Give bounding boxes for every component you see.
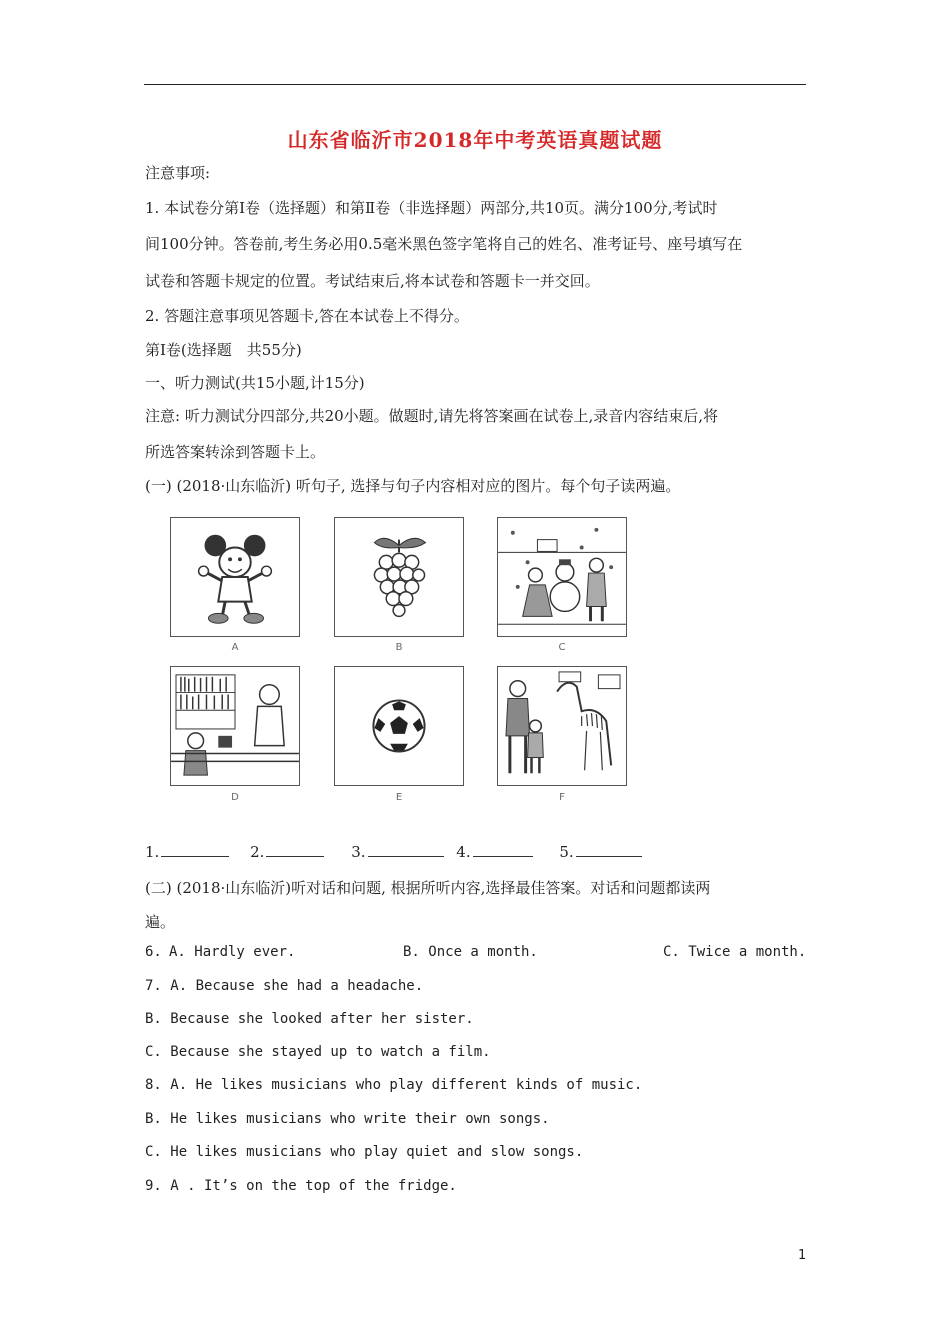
q9-option-a[interactable]: 9. A . It’s on the top of the fridge. [145,1178,457,1194]
blank-5-number: 5. [559,843,574,861]
section1-heading: 一、听力测试(共15小题,计15分) [145,374,365,392]
header-rule [144,84,806,85]
q8-option-b[interactable]: B. He likes musicians who write their own songs. [145,1111,550,1127]
blank-2[interactable] [250,842,324,861]
football-icon [335,667,463,785]
sub1-instruction: (一) (2018·山东临沂) 听句子, 选择与句子内容相对应的图片。每个句子读两遍。 [145,477,681,495]
q8-option-a[interactable]: 8. A. He likes musicians who play different kinds of music. [145,1077,643,1093]
note1-line-2: 间100分钟。答卷前,考生务必用0.5毫米黑色签字笔将自己的姓名、准考证号、座号填写在 [145,235,743,253]
q6-option-b[interactable]: B. Once a month. [403,944,538,960]
page-number: 1 [798,1248,807,1263]
picture-e [334,666,464,786]
blank-4[interactable] [456,842,532,861]
sub2-instruction-line-1: (二) (2018·山东临沂)听对话和问题, 根据所听内容,选择最佳答案。对话和问题都读两 [145,879,711,897]
q6-option-c[interactable]: C. Twice a month. [663,944,807,960]
snowman-scene-icon [498,518,626,636]
q8-option-c[interactable]: C. He likes musicians who play quiet and slow songs. [145,1144,584,1160]
picture-b [334,517,464,637]
q7-option-c[interactable]: C. Because she stayed up to watch a film. [145,1044,491,1060]
blank-5[interactable] [559,842,641,861]
blank-2-number: 2. [250,843,265,861]
sub2-instruction-line-2: 遍。 [145,913,176,931]
listening-note-line-2: 所选答案转涂到答题卡上。 [145,443,326,461]
q7-option-a[interactable]: 7. A. Because she had a headache. [145,978,424,994]
note1-line-1: 1. 本试卷分第Ⅰ卷（选择题）和第Ⅱ卷（非选择题）两部分,共10页。满分100分,考试时 [145,199,718,217]
blank-1-number: 1. [145,843,160,861]
picture-a-label: A [231,642,239,653]
q7-option-b[interactable]: B. Because she looked after her sister. [145,1011,474,1027]
picture-c [497,517,627,637]
grapes-icon [335,518,463,636]
blank-3-number: 3. [351,843,366,861]
picture-c-label: C [558,642,566,653]
museum-dinosaur-icon [498,667,626,785]
picture-f [497,666,627,786]
picture-d-label: D [231,792,239,803]
listening-note-line-1: 注意: 听力测试分四部分,共20小题。做题时,请先将答案画在试卷上,录音内容结束后,将 [145,407,718,425]
picture-d [170,666,300,786]
q6-option-a[interactable]: A. Hardly ever. [169,944,296,960]
blank-3[interactable] [351,842,443,861]
blank-4-number: 4. [456,843,471,861]
question-6 [145,944,807,964]
picture-a [170,517,300,637]
answer-blanks [145,842,642,861]
q6-number: 6. [145,944,162,960]
picture-b-label: B [395,642,403,653]
note2: 2. 答题注意事项见答题卡,答在本试卷上不得分。 [145,307,469,325]
picture-f-label: F [559,792,565,803]
library-scene-icon [171,667,299,785]
mouse-cartoon-icon [171,518,299,636]
note1-line-3: 试卷和答题卡规定的位置。考试结束后,将本试卷和答题卡一并交回。 [145,272,600,290]
blank-1[interactable] [145,842,229,861]
page-title: 山东省临沂市2018年中考英语真题试题 [287,128,663,152]
picture-e-label: E [395,792,403,803]
part1-heading: 第Ⅰ卷(选择题 共55分) [145,341,302,359]
notes-heading: 注意事项: [145,164,211,182]
